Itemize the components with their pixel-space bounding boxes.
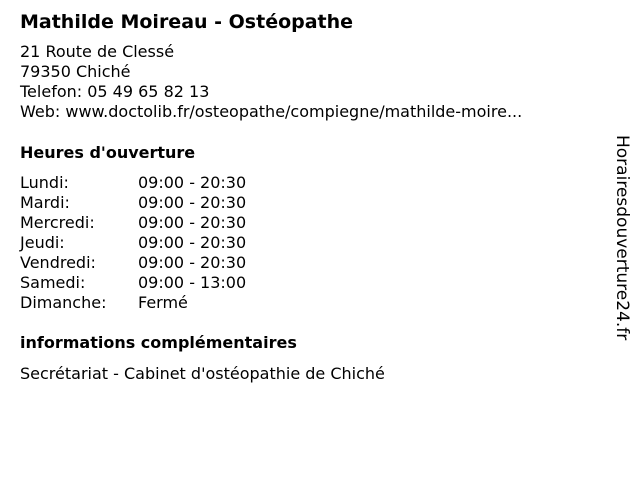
hours-day: Mardi: <box>20 193 70 212</box>
hours-row <box>20 193 600 213</box>
hours-time: 09:00 - 20:30 <box>138 233 247 252</box>
hours-day: Jeudi: <box>20 233 65 252</box>
info-text: Secrétariat - Cabinet d'ostéopathie de Chiché <box>20 364 385 383</box>
web-link[interactable]: www.doctolib.fr/osteopathe/compiegne/mathilde-moire... <box>65 102 523 121</box>
address-line-1: 21 Route de Clessé <box>20 42 175 61</box>
phone-line <box>20 82 600 102</box>
hours-time: Fermé <box>138 293 188 312</box>
hours-row <box>20 293 600 313</box>
hours-time: 09:00 - 20:30 <box>138 173 247 192</box>
page-title: Mathilde Moireau - Ostéopathe <box>20 11 354 33</box>
hours-row <box>20 273 600 293</box>
web-label: Web: <box>20 102 61 121</box>
hours-time: 09:00 - 20:30 <box>138 193 247 212</box>
web-line <box>20 102 600 122</box>
hours-day: Samedi: <box>20 273 86 292</box>
hours-table <box>20 173 600 313</box>
hours-day: Vendredi: <box>20 253 96 272</box>
hours-row <box>20 253 600 273</box>
hours-time: 09:00 - 13:00 <box>138 273 247 292</box>
hours-time: 09:00 - 20:30 <box>138 253 247 272</box>
hours-row <box>20 233 600 253</box>
hours-day: Dimanche: <box>20 293 107 312</box>
hours-row <box>20 213 600 233</box>
hours-heading: Heures d'ouverture <box>20 143 196 162</box>
info-heading: informations complémentaires <box>20 333 297 352</box>
address-line-2: 79350 Chiché <box>20 62 131 81</box>
hours-row <box>20 173 600 193</box>
phone-number[interactable]: 05 49 65 82 13 <box>87 82 210 101</box>
phone-label: Telefon: <box>20 82 83 101</box>
hours-day: Mercredi: <box>20 213 95 232</box>
hours-time: 09:00 - 20:30 <box>138 213 247 232</box>
hours-day: Lundi: <box>20 173 69 192</box>
listing-card <box>20 10 600 384</box>
site-watermark: Horairesdouverture24.fr <box>612 135 632 341</box>
